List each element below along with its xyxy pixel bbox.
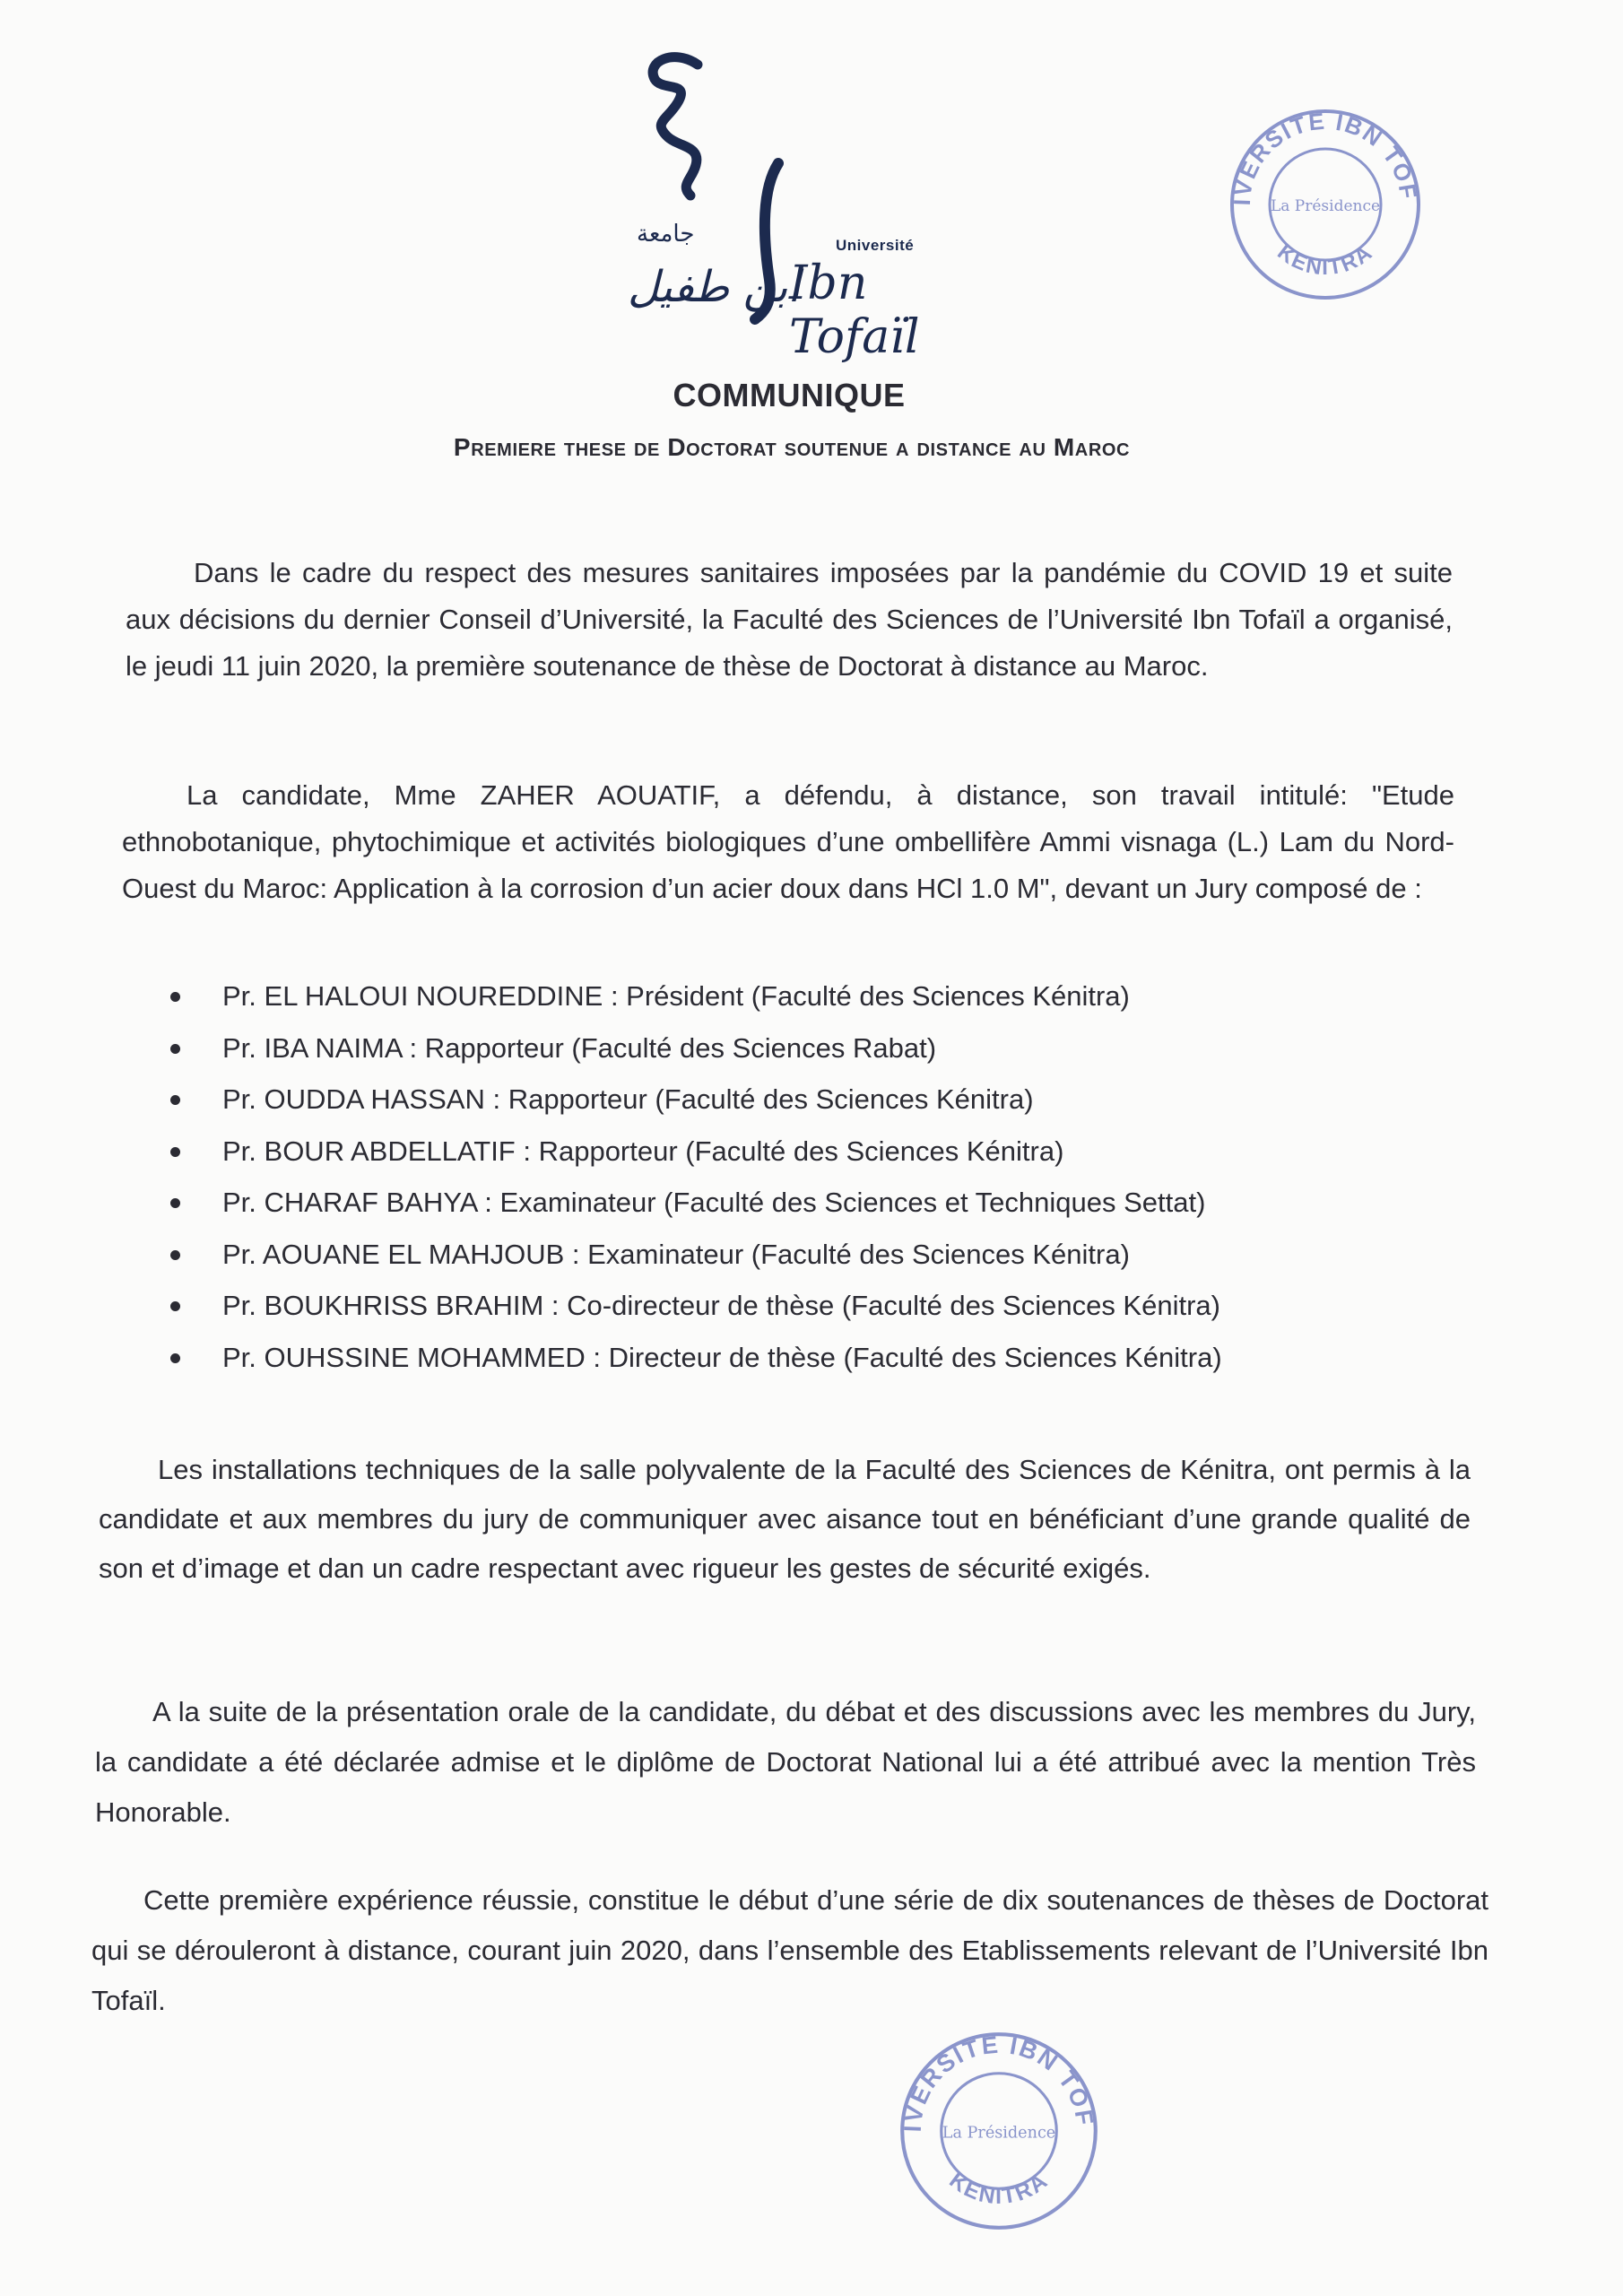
jury-member: Pr. EL HALOUI NOUREDDINE : Président (Faculté des Sciences Kénitra) — [161, 970, 1417, 1022]
logo-latin-name: Ibn Tofaïl — [789, 257, 920, 364]
jury-member: Pr. BOUKHRISS BRAHIM : Co-directeur de thèse (Faculté des Sciences Kénitra) — [161, 1280, 1417, 1332]
bullet-icon — [170, 1198, 180, 1208]
jury-list — [161, 970, 1417, 1383]
paragraph-result: A la suite de la présentation orale de la candidate, du débat et des discussions avec les membres du Jury, la candidate a été déclarée admise et le diplôme de Doctorat National lui a été attribué avec la mention Très Honorable. — [95, 1696, 1476, 1828]
jury-member: Pr. BOUR ABDELLATIF : Rapporteur (Faculté des Sciences Kénitra) — [161, 1126, 1417, 1178]
bullet-icon — [170, 1301, 180, 1311]
svg-text:KENITRA: KENITRA — [1272, 239, 1378, 281]
svg-text:La Présidence: La Présidence — [942, 2124, 1056, 2143]
bullet-icon — [170, 1147, 180, 1157]
page-title: COMMUNIQUE — [673, 377, 906, 413]
jury-member: Pr. OUDDA HASSAN : Rapporteur (Faculté des Sciences Kénitra) — [161, 1074, 1417, 1126]
logo-university-label: Université — [836, 237, 915, 254]
bullet-icon — [170, 1044, 180, 1054]
university-logo — [628, 45, 968, 364]
presidency-stamp-icon — [897, 2029, 1101, 2233]
logo-arabic-label: جامعة — [637, 221, 695, 248]
paragraph-installations: Les installations techniques de la salle polyvalente de la Faculté des Sciences de Kénitra, ont permis à la candidate et aux membres du jury de communiquer avec aisance tout en bénéficiant d’une grande qualité de son et d’image et dan un cadre respectant avec rigueur les gestes de sécurité exigés. — [99, 1454, 1471, 1584]
presidency-stamp-icon — [1227, 106, 1424, 303]
svg-text:UNIVERSITE IBN TOFAIL: IVERSITE IBN TOF — [1228, 107, 1422, 206]
jury-member: Pr. AOUANE EL MAHJOUB : Examinateur (Faculté des Sciences Kénitra) — [161, 1229, 1417, 1281]
bullet-icon — [170, 992, 180, 1002]
jury-member: Pr. IBA NAIMA : Rapporteur (Faculté des Sciences Rabat) — [161, 1022, 1417, 1074]
svg-text:KENITRA: KENITRA — [944, 2167, 1054, 2210]
logo-arabic-name: ابن طفيل — [628, 262, 800, 312]
bullet-icon — [170, 1095, 180, 1105]
jury-member: Pr. CHARAF BAHYA : Examinateur (Faculté des Sciences et Techniques Settat) — [161, 1177, 1417, 1229]
jury-member: Pr. OUHSSINE MOHAMMED : Directeur de thèse (Faculté des Sciences Kénitra) — [161, 1332, 1417, 1384]
bullet-icon — [170, 1353, 180, 1363]
paragraph-conclusion: Cette première expérience réussie, constitue le début d’une série de dix soutenances de thèses de Doctorat qui se dérouleront à distance, courant juin 2020, dans l’ensemble des Etablissements relevant de l’Université Ibn Tofaïl. — [91, 1884, 1488, 2016]
svg-text:La Présidence: La Présidence — [1270, 197, 1381, 215]
paragraph-context: Dans le cadre du respect des mesures sanitaires imposées par la pandémie du COVID 19 et suite aux décisions du dernier Conseil d’Université, la Faculté des Sciences de l’Université Ibn Tofaïl a organisé, le jeudi 11 juin 2020, la première soutenance de thèse de Doctorat à distance au Maroc. — [126, 557, 1453, 682]
page-subtitle: Premiere these de Doctorat soutenue a distance au Maroc — [453, 433, 1131, 461]
svg-text:UNIVERSITE IBN TOFAIL: IVERSITE IBN TOF — [898, 2031, 1099, 2133]
paragraph-candidate: La candidate, Mme ZAHER AOUATIF, a défendu, à distance, son travail intitulé: "Etude ethnobotanique, phytochimique et activités biologiques d’une ombellifère Ammi visnaga (L.) Lam du Nord-Ouest du Maroc: Application à la corrosion d’un acier doux dans HCl 1.0 M", devant un Jury composé de : — [122, 779, 1454, 904]
bullet-icon — [170, 1250, 180, 1260]
